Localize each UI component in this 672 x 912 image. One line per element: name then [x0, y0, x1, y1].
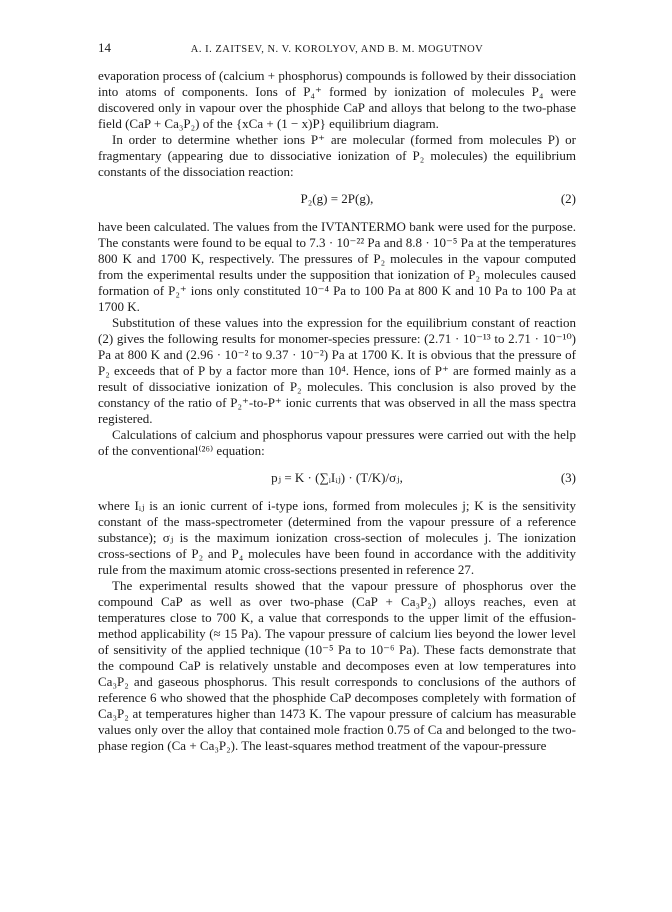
equation-2-body: P₂(g) = 2P(g), [300, 191, 374, 206]
equation-3 [98, 470, 576, 486]
page [98, 40, 576, 754]
paragraph-6: where Iᵢⱼ is an ionic current of i-type ions, formed from molecules j; K is the sensitivity constant of the mass-spectrometer (determined from the vapour pressure of a reference substance); σⱼ is the maximum ionization cross-section of molecules j. The ionization cross-sections of P₂ and P₄ molecules have been found in accordance with the additivity rule from the maximum atomic cross-sections presented in reference 27. [98, 498, 576, 577]
equation-2-number: (2) [560, 191, 576, 206]
paragraph-1: evaporation process of (calcium + phosphorus) compounds is followed by their dissociation into atoms of components. Ions of P₄⁺ formed by ionization of molecules P₄ were discovered only in vapour over the phosphide CaP and alloys that belong to the two-phase field (CaP + Ca₃P₂) of the {xCa + (1 − x)P} equilibrium diagram. [98, 68, 576, 131]
paragraph-4: Substitution of these values into the expression for the equilibrium constant of reaction (2) gives the following results for monomer-species pressure: (2.71 · 10⁻¹³ to 2.71 · 10⁻¹⁰) Pa at 800 K and (2.96 · 10⁻² to 9.37 · 10⁻²) Pa at 1700 K. It is obvious that the pressure of P₂ exceeds that of P by a factor more than 10⁴. Hence, ions of P⁺ are formed mainly as a result of dissociative ionization of P₂ molecules. This conclusion is also proved by the constancy of the ratio of P₂⁺-to-P⁺ ionic currents that was observed in all the mass spectra registered. [98, 315, 576, 426]
equation-2 [98, 191, 576, 207]
paragraph-3: have been calculated. The values from the IVTANTERMO bank were used for the purpose. The constants were found to be equal to 7.3 · 10⁻²² Pa and 8.8 · 10⁻⁵ Pa at the temperatures 800 K and 1700 K, respectively. The pressures of P₂ molecules in the vapour computed from the experimental results under the supposition that ionization of P₂ molecules caused formation of P₂⁺ ions only constituted 10⁻⁴ Pa to 100 Pa at 800 K and 10 Pa to 100 Pa at 1700 K. [98, 219, 576, 314]
paragraph-7: The experimental results showed that the vapour pressure of phosphorus over the compound CaP as well as over two-phase (CaP + Ca₃P₂) alloys reaches, even at temperatures close to 700 K, a value that corresponds to the upper limit of the effusion-method applicability (≈ 15 Pa). The vapour pressure of calcium lies beyond the lower level of sensitivity of the applied technique (10⁻⁵ Pa to 10⁻⁶ Pa). These facts demonstrate that the compound CaP is relatively unstable and decomposes even at low temperatures into Ca₃P₂ and gaseous phosphorus. This result corresponds to conclusions of the authors of reference 6 who showed that the phosphide CaP decomposes completely with formation of Ca₃P₂ at temperatures higher than 1473 K. The vapour pressure of calcium has measurable values only over the alloy that contained mole fraction 0.75 of Ca and belonged to the two-phase region (Ca + Ca₃P₂). The least-squares method treatment of the vapour-pressure [98, 578, 576, 753]
page-header [98, 40, 576, 60]
running-head: A. I. ZAITSEV, N. V. KOROLYOV, AND B. M. MOGUTNOV [190, 44, 484, 55]
paragraph-2: In order to determine whether ions P⁺ are molecular (formed from molecules P) or fragmentary (appearing due to dissociative ionization of P₂ molecules) the equilibrium constants of the dissociation reaction: [98, 132, 576, 179]
paragraph-5: Calculations of calcium and phosphorus vapour pressures were carried out with the help of the conventional⁽²⁶⁾ equation: [98, 427, 576, 458]
equation-3-body: pⱼ = K · (∑ᵢIᵢⱼ) · (T/K)/σⱼ, [271, 470, 403, 485]
page-number: 14 [98, 40, 111, 55]
equation-3-number: (3) [560, 470, 576, 485]
